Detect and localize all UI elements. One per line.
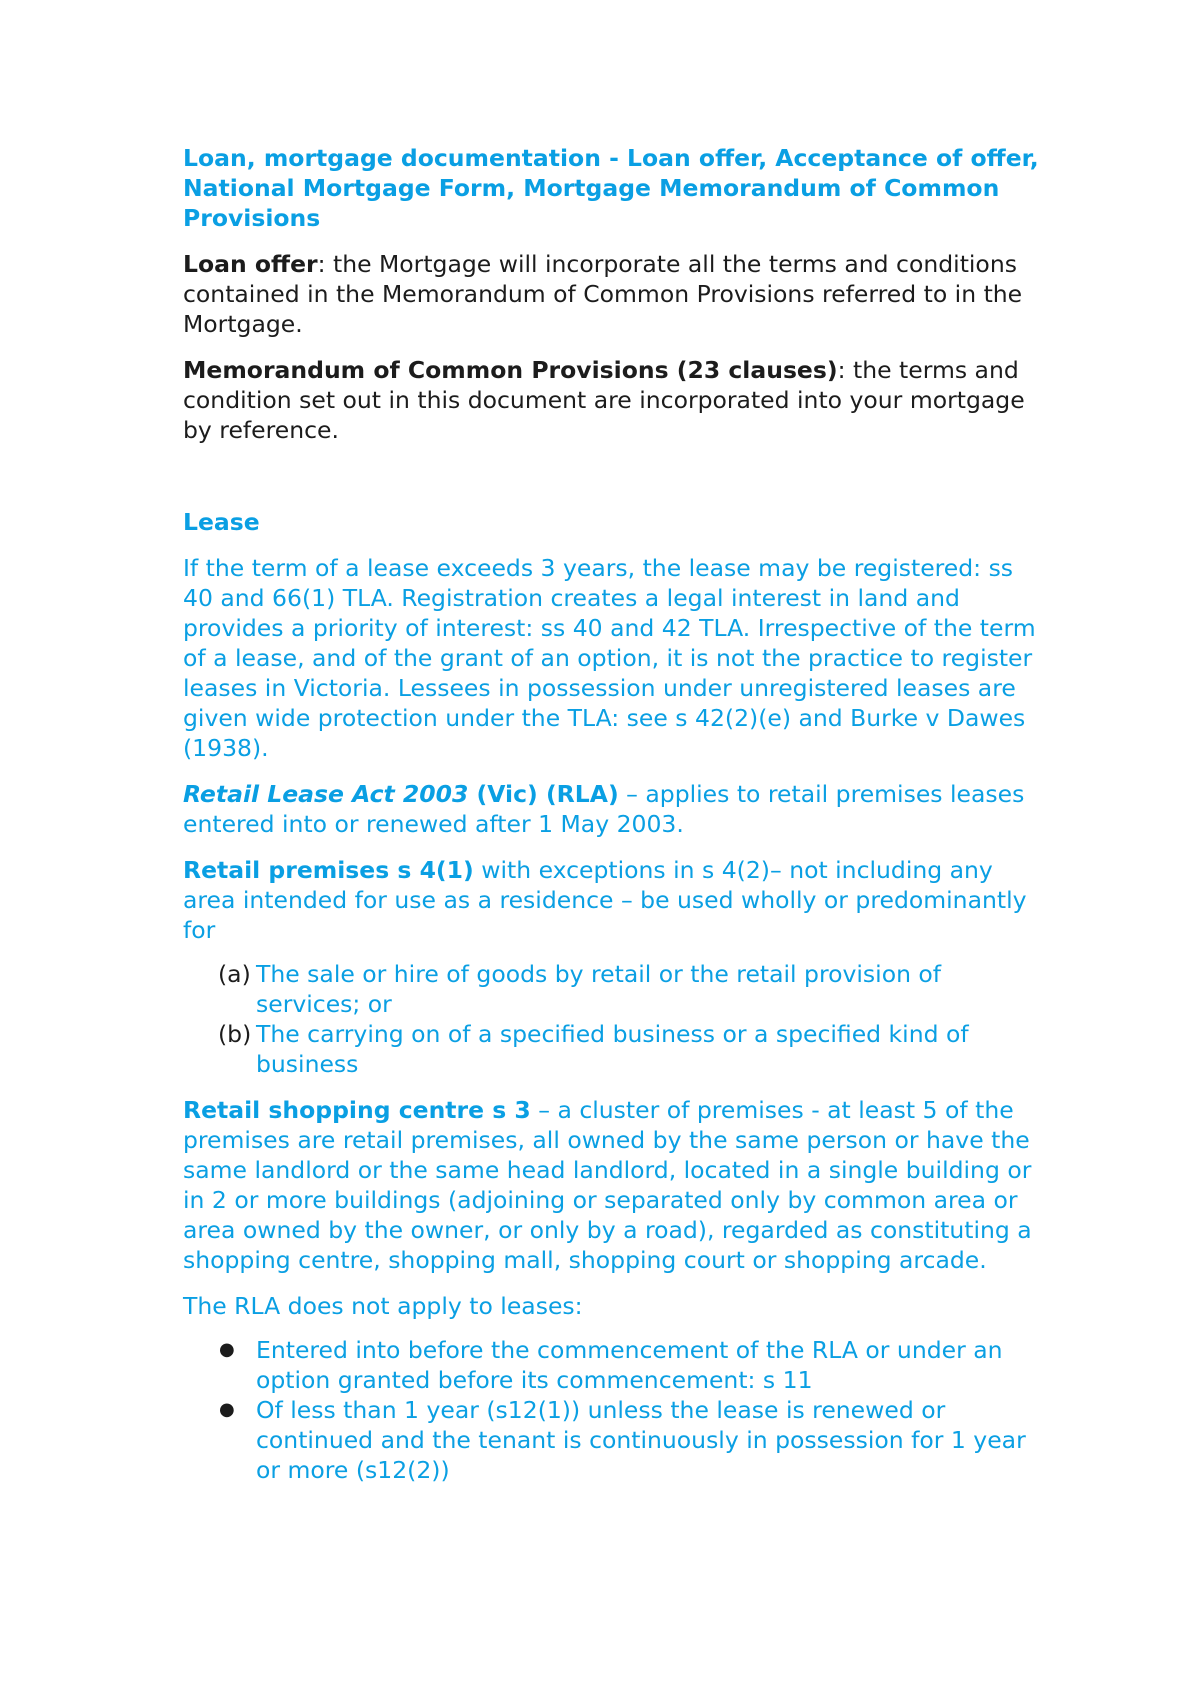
document-page xyxy=(183,143,1043,1501)
not-apply-intro: The RLA does not apply to leases: xyxy=(183,1292,583,1320)
list-item xyxy=(183,1395,1043,1485)
shopping-centre-label: Retail shopping centre s 3 xyxy=(183,1096,531,1124)
bullet-icon: ● xyxy=(219,1399,235,1420)
retail-premises-list xyxy=(183,959,1043,1079)
memorandum-label: Memorandum of Common Provisions (23 clauses) xyxy=(183,356,838,384)
lease-intro: If the term of a lease exceeds 3 years, the lease may be registered: ss 40 and 66(1) TLA. Registration creates a legal interest in land and provides a priority of interest: ss 40 and 42 TLA. Irrespective of the term of a lease, and of the grant of an option, it is not the practice to register leases in Victoria. Lessees in possession under unregistered leases are given wide protection under the TLA: see s 42(2)(e) and Burke v Dawes (1938). xyxy=(183,554,1036,762)
memorandum-paragraph xyxy=(183,355,1043,445)
shopping-centre-paragraph xyxy=(183,1095,1043,1275)
list-marker: (b) xyxy=(218,1020,252,1048)
loan-offer-text: : the Mortgage will incorporate all the terms and conditions contained in the Memorandum of Common Provisions referred to in the Mortgage. xyxy=(183,250,1023,338)
loan-offer-paragraph xyxy=(183,249,1043,339)
list-item-text: The sale or hire of goods by retail or the retail provision of services; or xyxy=(256,960,942,1018)
list-item xyxy=(183,959,1043,1019)
loan-offer-label: Loan offer xyxy=(183,250,318,278)
shopping-centre-text: – a cluster of premises - at least 5 of the premises are retail premises, all owned by the same person or have the same landlord or the same head landlord, located in a single building or in 2 or more buildings (adjoining or separated only by common area or area owned by the owner, or only by a road), regarded as constituting a shopping centre, shopping mall, shopping court or shopping arcade. xyxy=(183,1096,1032,1274)
rla-text: – applies to retail premises leases entered into or renewed after 1 May 2003. xyxy=(183,780,1025,838)
retail-premises-paragraph xyxy=(183,855,1043,945)
list-item-text: The carrying on of a specified business or a specified kind of business xyxy=(256,1020,969,1078)
rla-act-name: Retail Lease Act 2003 xyxy=(183,780,469,808)
document-title: Loan, mortgage documentation - Loan offer, Acceptance of offer, National Mortgage Form, Mortgage Memorandum of Common Provisions xyxy=(183,144,1039,232)
bullet-icon: ● xyxy=(219,1339,235,1360)
rla-paragraph xyxy=(183,779,1043,839)
retail-premises-label: Retail premises s 4(1) xyxy=(183,856,474,884)
list-item xyxy=(183,1335,1043,1395)
section-spacer xyxy=(183,461,1043,507)
rla-act-suffix: (Vic) (RLA) xyxy=(468,780,619,808)
list-marker: (a) xyxy=(218,960,251,988)
retail-premises-text: with exceptions in s 4(2)– not including any area intended for use as a residence – be used wholly or predominantly for xyxy=(183,856,1027,944)
not-apply-list xyxy=(183,1335,1043,1485)
list-item xyxy=(183,1019,1043,1079)
list-item-text: Entered into before the commencement of the RLA or under an option granted before its commencement: s 11 xyxy=(256,1336,1003,1394)
lease-heading: Lease xyxy=(183,508,260,536)
list-item-text: Of less than 1 year (s12(1)) unless the lease is renewed or continued and the tenant is continuously in possession for 1 year or more (s12(2)) xyxy=(256,1396,1026,1484)
memorandum-text: : the terms and condition set out in this document are incorporated into your mortgage by reference. xyxy=(183,356,1025,444)
